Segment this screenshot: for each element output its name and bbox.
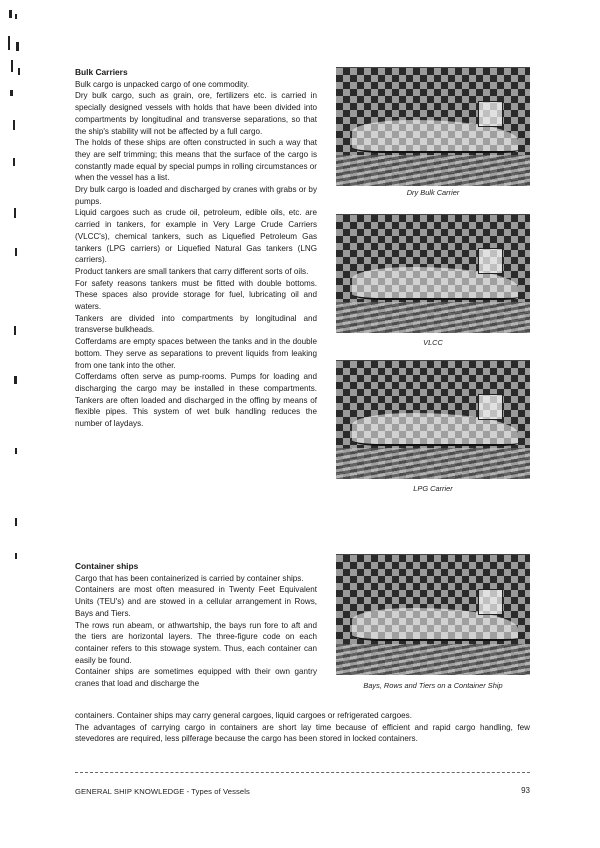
paragraph: Container ships are sometimes equipped with their own gantry cranes that load and discharge the xyxy=(75,667,317,689)
paragraph: The rows run abeam, or athwartship, the bays run fore to aft and the tiers are horizontal layers. The three-figure code on each container refers to this stowage system. Thus, each container can easily be found. xyxy=(75,620,317,665)
figure-caption: VLCC xyxy=(423,338,443,347)
footer-title: GENERAL SHIP KNOWLEDGE - Types of Vessels xyxy=(75,787,250,796)
container-ships-continued xyxy=(75,710,530,745)
ship-bridge-shape xyxy=(478,589,503,615)
ship-bridge-shape xyxy=(478,101,503,127)
paragraph: Dry bulk cargo, such as grain, ore, fertilizers etc. is carried in specially designed vessels with holds that have been divided into compartments by longitudinal and transverse separations, so that the ship's stability will not be affected by a full cargo. xyxy=(75,91,317,136)
container-ship-photo xyxy=(336,554,530,675)
container-ships-section xyxy=(75,561,317,690)
bulk-carriers-section xyxy=(75,67,317,430)
bulk-carriers-heading: Bulk Carriers xyxy=(75,67,128,77)
ship-bridge-shape xyxy=(478,394,503,420)
sea-shape xyxy=(336,448,530,479)
paragraph: Cargo that has been containerized is carried by container ships. xyxy=(75,573,304,583)
page-number: 93 xyxy=(521,786,530,795)
figure-caption: Bays, Rows and Tiers on a Container Ship xyxy=(363,681,503,690)
figure-caption: LPG Carrier xyxy=(413,484,453,493)
paragraph: Cofferdams are empty spaces between the tanks and in the double bottom. They serve as separations to prevent liquids from leaking from one tank into the other. xyxy=(75,337,317,370)
scan-margin-marks xyxy=(6,8,24,568)
paragraph: Liquid cargoes such as crude oil, petroleum, edible oils, etc. are carried in tankers, for example in Very Large Crude Carriers (VLCC's), chemical tankers, such as Liquefied Petroleum Gas tankers (LPG carriers) or Liquefied Natural Gas tankers (LNG carriers). xyxy=(75,208,317,265)
paragraph: Bulk cargo is unpacked cargo of one commodity. xyxy=(75,79,249,89)
paragraph: The advantages of carrying cargo in containers are short lay time because of efficient and rapid cargo handling, few stevedores are required, less pilferage because the cargo has been stored in locked containers. xyxy=(75,722,530,744)
ship-bridge-shape xyxy=(478,248,503,274)
paragraph: Cofferdams often serve as pump-rooms. Pumps for loading and discharging the cargo may be installed in these compartments. Tankers are often loaded and discharged in the offing by means of flexible pipes. This system of wet bulk handling reduces the number of laydays. xyxy=(75,372,317,429)
lpg-carrier-photo xyxy=(336,360,530,479)
sea-shape xyxy=(336,155,530,186)
paragraph: Product tankers are small tankers that carry different sorts of oils. xyxy=(75,266,309,276)
paragraph: The holds of these ships are often constructed in such a way that they are self trimming; this means that the surface of the cargo is constantly made equal by special pumps in rolling circumstances or when the vessel has a list. xyxy=(75,138,317,183)
container-ships-heading: Container ships xyxy=(75,561,139,571)
paragraph: Dry bulk cargo is loaded and discharged by cranes with grabs or by pumps. xyxy=(75,185,317,206)
paragraph: containers. Container ships may carry general cargoes, liquid cargoes or refrigerated cargoes. xyxy=(75,711,412,720)
paragraph: Tankers are divided into compartments by longitudinal and transverse bulkheads. xyxy=(75,313,317,335)
paragraph: For safety reasons tankers must be fitted with double bottoms. These spaces also provide storage for fuel, lubricating oil and waters. xyxy=(75,278,317,312)
sea-shape xyxy=(336,302,530,333)
footer-divider xyxy=(75,772,530,773)
sea-shape xyxy=(336,644,530,675)
figure-caption: Dry Bulk Carrier xyxy=(406,188,460,197)
paragraph: Containers are most often measured in Twenty Feet Equivalent Units (TEU's) and are stowed in a cellular arrangement in Rows, Bays and Tiers. xyxy=(75,585,317,618)
vlcc-photo xyxy=(336,214,530,333)
dry-bulk-carrier-photo xyxy=(336,67,530,186)
